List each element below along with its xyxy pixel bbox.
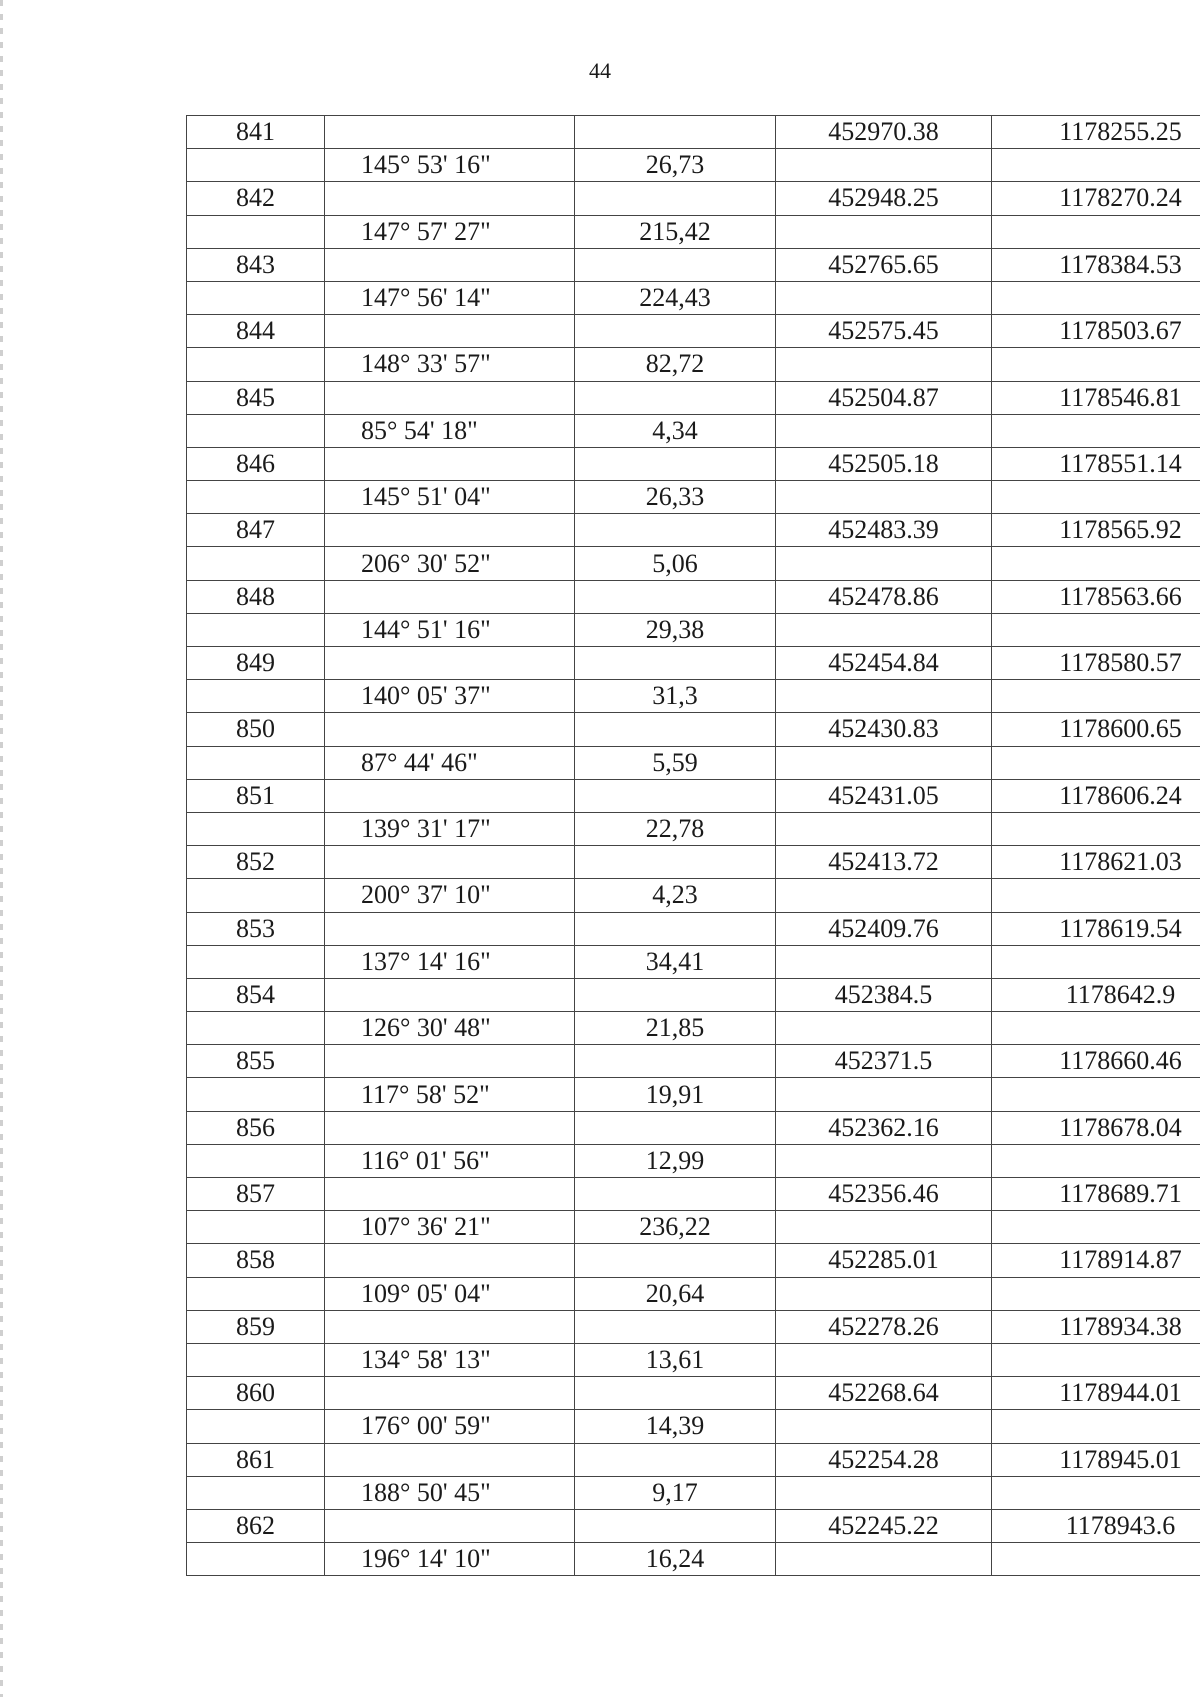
empty-cell: [992, 348, 1200, 381]
empty-cell: [575, 315, 776, 348]
y-coordinate-cell: 1178934.38: [992, 1310, 1200, 1343]
direction-angle-cell: 200° 37' 10": [325, 879, 575, 912]
point-number-cell: 860: [187, 1377, 325, 1410]
empty-cell: [325, 248, 575, 281]
segment-row: [187, 1078, 1200, 1111]
coordinates-table: [186, 115, 1200, 1576]
x-coordinate-cell: 452454.84: [776, 647, 992, 680]
empty-cell: [187, 1012, 325, 1045]
empty-cell: [776, 281, 992, 314]
segment-length-cell: 16,24: [575, 1543, 776, 1576]
empty-cell: [992, 680, 1200, 713]
point-number-cell: 844: [187, 315, 325, 348]
direction-angle-cell: 145° 51' 04": [325, 481, 575, 514]
y-coordinate-cell: 1178503.67: [992, 315, 1200, 348]
empty-cell: [187, 281, 325, 314]
point-row: [187, 779, 1200, 812]
y-coordinate-cell: 1178546.81: [992, 381, 1200, 414]
segment-length-cell: 9,17: [575, 1476, 776, 1509]
direction-angle-cell: 140° 05' 37": [325, 680, 575, 713]
y-coordinate-cell: 1178551.14: [992, 447, 1200, 480]
empty-cell: [325, 713, 575, 746]
segment-length-cell: 19,91: [575, 1078, 776, 1111]
x-coordinate-cell: 452765.65: [776, 248, 992, 281]
y-coordinate-cell: 1178660.46: [992, 1045, 1200, 1078]
empty-cell: [187, 414, 325, 447]
direction-angle-cell: 147° 56' 14": [325, 281, 575, 314]
segment-length-cell: 5,59: [575, 746, 776, 779]
x-coordinate-cell: 452431.05: [776, 779, 992, 812]
point-number-cell: 853: [187, 912, 325, 945]
empty-cell: [575, 1111, 776, 1144]
segment-row: [187, 215, 1200, 248]
point-row: [187, 315, 1200, 348]
segment-length-cell: 22,78: [575, 812, 776, 845]
empty-cell: [992, 215, 1200, 248]
segment-row: [187, 945, 1200, 978]
point-row: [187, 713, 1200, 746]
point-number-cell: 854: [187, 978, 325, 1011]
empty-cell: [992, 1012, 1200, 1045]
direction-angle-cell: 144° 51' 16": [325, 613, 575, 646]
empty-cell: [575, 779, 776, 812]
x-coordinate-cell: 452430.83: [776, 713, 992, 746]
empty-cell: [575, 447, 776, 480]
segment-length-cell: 12,99: [575, 1144, 776, 1177]
segment-row: [187, 1277, 1200, 1310]
direction-angle-cell: 87° 44' 46": [325, 746, 575, 779]
x-coordinate-cell: 452483.39: [776, 514, 992, 547]
x-coordinate-cell: 452505.18: [776, 447, 992, 480]
direction-angle-cell: 109° 05' 04": [325, 1277, 575, 1310]
segment-row: [187, 149, 1200, 182]
point-number-cell: 852: [187, 846, 325, 879]
empty-cell: [325, 1443, 575, 1476]
segment-length-cell: 14,39: [575, 1410, 776, 1443]
empty-cell: [992, 481, 1200, 514]
empty-cell: [776, 149, 992, 182]
empty-cell: [575, 647, 776, 680]
point-row: [187, 182, 1200, 215]
segment-length-cell: 34,41: [575, 945, 776, 978]
direction-angle-cell: 147° 57' 27": [325, 215, 575, 248]
empty-cell: [992, 746, 1200, 779]
y-coordinate-cell: 1178255.25: [992, 116, 1200, 149]
empty-cell: [325, 1509, 575, 1542]
empty-cell: [776, 1012, 992, 1045]
point-number-cell: 861: [187, 1443, 325, 1476]
segment-length-cell: 29,38: [575, 613, 776, 646]
direction-angle-cell: 134° 58' 13": [325, 1343, 575, 1376]
coordinates-table-body: [187, 116, 1200, 1576]
empty-cell: [575, 1377, 776, 1410]
point-row: [187, 248, 1200, 281]
segment-length-cell: 26,33: [575, 481, 776, 514]
page-number: 44: [589, 58, 611, 83]
empty-cell: [187, 879, 325, 912]
direction-angle-cell: 126° 30' 48": [325, 1012, 575, 1045]
empty-cell: [992, 1410, 1200, 1443]
segment-row: [187, 1476, 1200, 1509]
empty-cell: [992, 1543, 1200, 1576]
empty-cell: [776, 613, 992, 646]
empty-cell: [325, 779, 575, 812]
y-coordinate-cell: 1178944.01: [992, 1377, 1200, 1410]
segment-row: [187, 1211, 1200, 1244]
empty-cell: [776, 1211, 992, 1244]
direction-angle-cell: 206° 30' 52": [325, 547, 575, 580]
empty-cell: [776, 1543, 992, 1576]
point-row: [187, 1443, 1200, 1476]
empty-cell: [575, 381, 776, 414]
point-row: [187, 647, 1200, 680]
x-coordinate-cell: 452384.5: [776, 978, 992, 1011]
empty-cell: [776, 945, 992, 978]
x-coordinate-cell: 452285.01: [776, 1244, 992, 1277]
y-coordinate-cell: 1178619.54: [992, 912, 1200, 945]
y-coordinate-cell: 1178678.04: [992, 1111, 1200, 1144]
point-number-cell: 843: [187, 248, 325, 281]
x-coordinate-cell: 452948.25: [776, 182, 992, 215]
segment-row: [187, 547, 1200, 580]
empty-cell: [575, 116, 776, 149]
empty-cell: [992, 281, 1200, 314]
y-coordinate-cell: 1178943.6: [992, 1509, 1200, 1542]
x-coordinate-cell: 452478.86: [776, 580, 992, 613]
point-number-cell: 845: [187, 381, 325, 414]
x-coordinate-cell: 452413.72: [776, 846, 992, 879]
x-coordinate-cell: 452356.46: [776, 1178, 992, 1211]
x-coordinate-cell: 452268.64: [776, 1377, 992, 1410]
empty-cell: [187, 1078, 325, 1111]
direction-angle-cell: 188° 50' 45": [325, 1476, 575, 1509]
y-coordinate-cell: 1178945.01: [992, 1443, 1200, 1476]
point-row: [187, 1045, 1200, 1078]
y-coordinate-cell: 1178580.57: [992, 647, 1200, 680]
empty-cell: [776, 746, 992, 779]
segment-row: [187, 879, 1200, 912]
point-number-cell: 841: [187, 116, 325, 149]
segment-row: [187, 812, 1200, 845]
empty-cell: [992, 945, 1200, 978]
empty-cell: [776, 812, 992, 845]
empty-cell: [575, 978, 776, 1011]
empty-cell: [776, 215, 992, 248]
empty-cell: [776, 481, 992, 514]
empty-cell: [575, 182, 776, 215]
x-coordinate-cell: 452371.5: [776, 1045, 992, 1078]
empty-cell: [187, 1543, 325, 1576]
segment-length-cell: 236,22: [575, 1211, 776, 1244]
x-coordinate-cell: 452278.26: [776, 1310, 992, 1343]
empty-cell: [575, 713, 776, 746]
scan-edge-marks: [0, 0, 3, 1697]
x-coordinate-cell: 452504.87: [776, 381, 992, 414]
segment-row: [187, 281, 1200, 314]
empty-cell: [187, 1211, 325, 1244]
direction-angle-cell: 85° 54' 18": [325, 414, 575, 447]
empty-cell: [776, 680, 992, 713]
point-number-cell: 856: [187, 1111, 325, 1144]
point-row: [187, 116, 1200, 149]
empty-cell: [575, 846, 776, 879]
empty-cell: [992, 414, 1200, 447]
empty-cell: [575, 1509, 776, 1542]
segment-row: [187, 1543, 1200, 1576]
direction-angle-cell: 176° 00' 59": [325, 1410, 575, 1443]
empty-cell: [325, 846, 575, 879]
empty-cell: [776, 879, 992, 912]
empty-cell: [325, 381, 575, 414]
empty-cell: [575, 1443, 776, 1476]
empty-cell: [992, 1144, 1200, 1177]
point-number-cell: 855: [187, 1045, 325, 1078]
point-number-cell: 851: [187, 779, 325, 812]
point-row: [187, 1244, 1200, 1277]
empty-cell: [187, 215, 325, 248]
point-row: [187, 514, 1200, 547]
direction-angle-cell: 117° 58' 52": [325, 1078, 575, 1111]
empty-cell: [992, 613, 1200, 646]
segment-row: [187, 680, 1200, 713]
empty-cell: [187, 547, 325, 580]
segment-length-cell: 13,61: [575, 1343, 776, 1376]
segment-row: [187, 613, 1200, 646]
y-coordinate-cell: 1178270.24: [992, 182, 1200, 215]
empty-cell: [575, 580, 776, 613]
point-row: [187, 1509, 1200, 1542]
empty-cell: [776, 414, 992, 447]
empty-cell: [992, 149, 1200, 182]
point-row: [187, 1178, 1200, 1211]
empty-cell: [776, 1343, 992, 1376]
point-row: [187, 447, 1200, 480]
segment-length-cell: 5,06: [575, 547, 776, 580]
point-row: [187, 846, 1200, 879]
empty-cell: [325, 912, 575, 945]
y-coordinate-cell: 1178914.87: [992, 1244, 1200, 1277]
empty-cell: [776, 1410, 992, 1443]
empty-cell: [325, 1045, 575, 1078]
empty-cell: [776, 1476, 992, 1509]
empty-cell: [992, 1211, 1200, 1244]
empty-cell: [776, 547, 992, 580]
empty-cell: [325, 447, 575, 480]
point-number-cell: 846: [187, 447, 325, 480]
direction-angle-cell: 196° 14' 10": [325, 1543, 575, 1576]
direction-angle-cell: 148° 33' 57": [325, 348, 575, 381]
empty-cell: [992, 812, 1200, 845]
empty-cell: [325, 978, 575, 1011]
segment-row: [187, 746, 1200, 779]
direction-angle-cell: 137° 14' 16": [325, 945, 575, 978]
x-coordinate-cell: 452245.22: [776, 1509, 992, 1542]
point-row: [187, 381, 1200, 414]
empty-cell: [575, 912, 776, 945]
x-coordinate-cell: 452575.45: [776, 315, 992, 348]
empty-cell: [992, 1343, 1200, 1376]
point-row: [187, 978, 1200, 1011]
segment-row: [187, 1343, 1200, 1376]
segment-length-cell: 26,73: [575, 149, 776, 182]
segment-length-cell: 224,43: [575, 281, 776, 314]
segment-length-cell: 21,85: [575, 1012, 776, 1045]
point-number-cell: 862: [187, 1509, 325, 1542]
x-coordinate-cell: 452254.28: [776, 1443, 992, 1476]
empty-cell: [187, 348, 325, 381]
empty-cell: [325, 580, 575, 613]
y-coordinate-cell: 1178384.53: [992, 248, 1200, 281]
segment-length-cell: 31,3: [575, 680, 776, 713]
y-coordinate-cell: 1178565.92: [992, 514, 1200, 547]
point-number-cell: 857: [187, 1178, 325, 1211]
point-number-cell: 842: [187, 182, 325, 215]
segment-row: [187, 481, 1200, 514]
y-coordinate-cell: 1178621.03: [992, 846, 1200, 879]
y-coordinate-cell: 1178563.66: [992, 580, 1200, 613]
point-row: [187, 580, 1200, 613]
point-number-cell: 850: [187, 713, 325, 746]
empty-cell: [187, 1343, 325, 1376]
segment-length-cell: 4,23: [575, 879, 776, 912]
segment-row: [187, 414, 1200, 447]
empty-cell: [187, 481, 325, 514]
empty-cell: [992, 1277, 1200, 1310]
y-coordinate-cell: 1178600.65: [992, 713, 1200, 746]
y-coordinate-cell: 1178642.9: [992, 978, 1200, 1011]
empty-cell: [992, 547, 1200, 580]
direction-angle-cell: 107° 36' 21": [325, 1211, 575, 1244]
y-coordinate-cell: 1178689.71: [992, 1178, 1200, 1211]
empty-cell: [575, 1310, 776, 1343]
segment-length-cell: 82,72: [575, 348, 776, 381]
direction-angle-cell: 139° 31' 17": [325, 812, 575, 845]
segment-row: [187, 348, 1200, 381]
empty-cell: [776, 1078, 992, 1111]
y-coordinate-cell: 1178606.24: [992, 779, 1200, 812]
direction-angle-cell: 145° 53' 16": [325, 149, 575, 182]
empty-cell: [776, 348, 992, 381]
empty-cell: [187, 812, 325, 845]
empty-cell: [187, 1277, 325, 1310]
point-number-cell: 858: [187, 1244, 325, 1277]
empty-cell: [325, 116, 575, 149]
point-number-cell: 847: [187, 514, 325, 547]
point-number-cell: 859: [187, 1310, 325, 1343]
empty-cell: [575, 1178, 776, 1211]
empty-cell: [187, 680, 325, 713]
empty-cell: [992, 1476, 1200, 1509]
empty-cell: [187, 1476, 325, 1509]
empty-cell: [325, 647, 575, 680]
empty-cell: [325, 514, 575, 547]
segment-row: [187, 1144, 1200, 1177]
empty-cell: [187, 149, 325, 182]
segment-length-cell: 4,34: [575, 414, 776, 447]
empty-cell: [187, 1144, 325, 1177]
x-coordinate-cell: 452409.76: [776, 912, 992, 945]
empty-cell: [776, 1277, 992, 1310]
empty-cell: [187, 945, 325, 978]
point-row: [187, 1377, 1200, 1410]
segment-row: [187, 1410, 1200, 1443]
empty-cell: [575, 1244, 776, 1277]
x-coordinate-cell: 452970.38: [776, 116, 992, 149]
empty-cell: [187, 613, 325, 646]
empty-cell: [325, 1178, 575, 1211]
empty-cell: [325, 1377, 575, 1410]
segment-row: [187, 1012, 1200, 1045]
empty-cell: [325, 1111, 575, 1144]
segment-length-cell: 215,42: [575, 215, 776, 248]
point-row: [187, 1310, 1200, 1343]
empty-cell: [776, 1144, 992, 1177]
empty-cell: [187, 746, 325, 779]
empty-cell: [325, 182, 575, 215]
segment-length-cell: 20,64: [575, 1277, 776, 1310]
x-coordinate-cell: 452362.16: [776, 1111, 992, 1144]
empty-cell: [575, 248, 776, 281]
empty-cell: [187, 1410, 325, 1443]
point-number-cell: 849: [187, 647, 325, 680]
point-row: [187, 1111, 1200, 1144]
point-number-cell: 848: [187, 580, 325, 613]
empty-cell: [992, 879, 1200, 912]
direction-angle-cell: 116° 01' 56": [325, 1144, 575, 1177]
empty-cell: [325, 315, 575, 348]
empty-cell: [575, 514, 776, 547]
empty-cell: [992, 1078, 1200, 1111]
empty-cell: [325, 1244, 575, 1277]
empty-cell: [325, 1310, 575, 1343]
empty-cell: [575, 1045, 776, 1078]
point-row: [187, 912, 1200, 945]
